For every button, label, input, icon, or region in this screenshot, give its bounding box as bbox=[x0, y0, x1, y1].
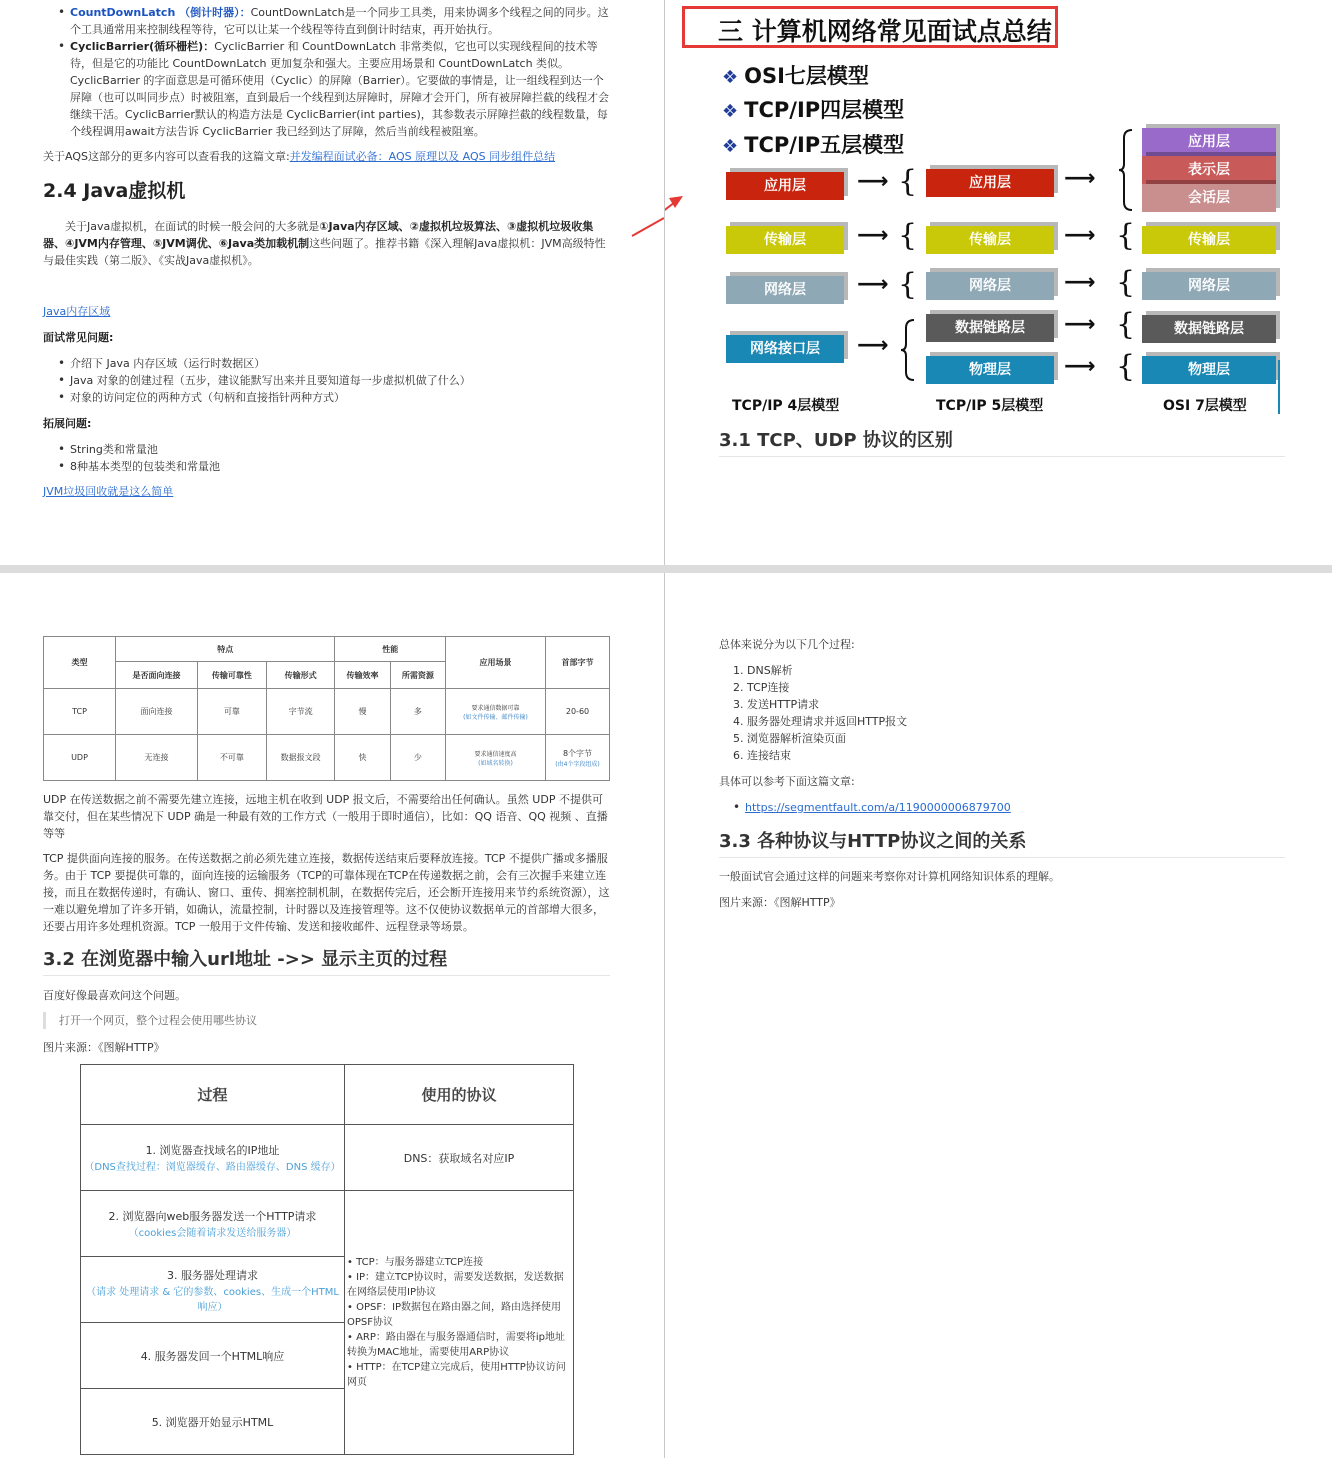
table-cell bbox=[81, 1191, 345, 1257]
table-cell bbox=[446, 735, 546, 781]
table-cell: TCP bbox=[44, 689, 116, 735]
table-row bbox=[44, 735, 610, 781]
diamond-bullet-icon: ❖ bbox=[722, 101, 739, 122]
table-header: 类型 bbox=[44, 637, 116, 689]
table-cell: 不可靠 bbox=[198, 735, 267, 781]
right-arrow-icon: ⟶ bbox=[857, 223, 889, 248]
protocol-item: • IP：建立TCP协议时，需要发送数据，发送数据在网络层使用IP协议 bbox=[347, 1272, 564, 1298]
tcp-udp-heading: 3.1 TCP、UDP 协议的区别 bbox=[719, 426, 1285, 457]
tcp-udp-table bbox=[43, 636, 610, 781]
table-cell: 快 bbox=[335, 735, 390, 781]
protocol-item: • TCP：与服务器建立TCP连接 bbox=[347, 1257, 484, 1268]
right-arrow-icon: ⟶ bbox=[857, 272, 889, 297]
table-header: 过程 bbox=[81, 1065, 345, 1125]
step-sub: （请求 处理请求 & 它的参数、cookies、生成一个HTML 响应） bbox=[86, 1286, 339, 1313]
layer-block-network: 网络层 bbox=[1142, 272, 1276, 300]
app-note: (如域名转换) bbox=[478, 759, 513, 767]
extended-questions-label: 拓展问题: bbox=[43, 417, 92, 430]
slide-item-tcpip5 bbox=[722, 129, 904, 159]
table-cell bbox=[81, 1257, 345, 1323]
step-main: 3. 服务器处理请求 bbox=[167, 1268, 258, 1282]
table-cell: 可靠 bbox=[198, 689, 267, 735]
list-item: 3. 发送HTTP请求 bbox=[733, 698, 820, 711]
right-arrow-icon: ⟶ bbox=[857, 169, 889, 194]
step-sub: （cookies会随着请求发送给服务器） bbox=[128, 1228, 297, 1239]
table-subheader: 是否面向连接 bbox=[116, 662, 198, 689]
table-header: 特点 bbox=[116, 637, 335, 662]
extended-questions-list bbox=[54, 441, 220, 475]
table-header: 应用场景 bbox=[446, 637, 546, 689]
table-header: 首部字节 bbox=[546, 637, 610, 689]
brace-icon bbox=[1118, 128, 1134, 212]
slide-title: 三 计算机网络常见面试点总结 bbox=[682, 6, 1058, 48]
common-questions-list bbox=[54, 355, 471, 406]
table-subheader: 传输可靠性 bbox=[198, 662, 267, 689]
layer-block-session: 会话层 bbox=[1142, 184, 1276, 212]
edge-line bbox=[1278, 360, 1280, 414]
layer-block-physical: 物理层 bbox=[926, 356, 1054, 384]
table-row bbox=[81, 1125, 574, 1191]
baidu-note: 百度好像最喜欢问这个问题。 bbox=[43, 989, 186, 1002]
protocol-item: • HTTP：在TCP建立完成后，使用HTTP协议访问网页 bbox=[347, 1362, 566, 1388]
right-arrow-icon: ⟶ bbox=[1064, 312, 1096, 337]
diamond-bullet-icon: ❖ bbox=[722, 67, 739, 88]
protocol-item: • ARP：路由器在与服务器通信时，需要将ip地址转换为MAC地址，需要使用ARP协议 bbox=[347, 1332, 566, 1358]
layer-block-transport: 传输层 bbox=[726, 226, 844, 254]
process-intro: 总体来说分为以下几个过程: bbox=[719, 638, 855, 651]
list-item: 4. 服务器处理请求并返回HTTP报文 bbox=[733, 715, 908, 728]
term-countdownlatch: CountDownLatch （倒计时器）： bbox=[70, 6, 251, 19]
table-cell: 4. 服务器发回一个HTML响应 bbox=[81, 1323, 345, 1389]
list-item: • 对象的访问定位的两种方式（句柄和直接指针两种方式） bbox=[54, 389, 471, 406]
brace-icon: { bbox=[898, 218, 918, 253]
table-cell: 5. 浏览器开始显示HTML bbox=[81, 1389, 345, 1455]
head-note: (由4个字段组成) bbox=[555, 760, 600, 768]
image-source: 图片来源：《图解HTTP》 bbox=[719, 896, 841, 909]
table-cell: 字节流 bbox=[266, 689, 335, 735]
brace-icon: { bbox=[898, 267, 918, 302]
right-arrow-icon: ⟶ bbox=[1064, 270, 1096, 295]
table-cell: 慢 bbox=[335, 689, 390, 735]
aqs-line bbox=[43, 148, 555, 165]
quote-block: 打开一个网页，整个过程会使用哪些协议 bbox=[43, 1012, 257, 1029]
slide-item-osi bbox=[722, 60, 869, 90]
layer-block-transport: 传输层 bbox=[926, 226, 1054, 254]
list-item bbox=[54, 4, 610, 38]
page-bottom-left bbox=[0, 573, 664, 1458]
reference-label: 具体可以参考下面这篇文章: bbox=[719, 775, 855, 788]
caption-tcpip5: TCP/IP 5层模型 bbox=[936, 398, 1044, 414]
pointer-arrow-head-icon bbox=[665, 190, 721, 240]
item-text: CountDownLatch是一个同步工具类，用来协调多个线程之间的同步。这个工具通常用来控制线程等待，它可以让某一个线程等待直到倒计时结束，再开始执行。 bbox=[70, 6, 609, 36]
jvm-para-bold: ①Java内存区域、②虚拟机垃圾算法、③虚拟机垃圾收集器、④JVM内存管理、⑤JVM调优、⑥Java类加载机制 bbox=[43, 220, 594, 250]
page-top-left bbox=[0, 0, 664, 565]
list-item bbox=[54, 38, 610, 140]
head-text: 8个字节 bbox=[562, 748, 593, 758]
app-text: 要求通信速度高 bbox=[474, 750, 517, 758]
table-cell: 20-60 bbox=[546, 689, 610, 735]
layer-block-application: 应用层 bbox=[1142, 128, 1276, 156]
segmentfault-link[interactable]: https://segmentfault.com/a/1190000006879700 bbox=[745, 801, 1011, 814]
aqs-prefix: 关于AQS这部分的更多内容可以查看我的这篇文章: bbox=[43, 150, 290, 163]
caption-osi7: OSI 7层模型 bbox=[1163, 398, 1247, 414]
app-note: (如文件传输、邮件传输) bbox=[463, 713, 528, 721]
list-item bbox=[729, 799, 1011, 816]
layer-block-presentation: 表示层 bbox=[1142, 156, 1276, 184]
step-main: 2. 浏览器向web服务器发送一个HTTP请求 bbox=[108, 1210, 317, 1223]
udp-paragraph: UDP 在传送数据之前不需要先建立连接，远地主机在收到 UDP 报文后，不需要给出任何确认。虽然 UDP 不提供可靠交付，但在某些情况下 UDP 确是一种最有效的工作方式（一般用于即时通信），比如：QQ 语音、QQ 视频 、直播等等 bbox=[43, 793, 608, 840]
layer-block-transport: 传输层 bbox=[1142, 226, 1276, 254]
java-memory-link[interactable]: Java内存区域 bbox=[43, 305, 111, 318]
protocol-item: • OPSF：IP数据包在路由器之间，路由选择使用OPSF协议 bbox=[347, 1302, 562, 1328]
term-cyclicbarrier: CyclicBarrier(循环栅栏)： bbox=[70, 40, 215, 53]
process-steps-list bbox=[733, 662, 907, 764]
step-sub: （DNS查找过程：浏览器缓存、路由器缓存、DNS 缓存） bbox=[84, 1162, 341, 1173]
pointer-arrow-icon bbox=[630, 190, 664, 240]
layer-block-network: 网络层 bbox=[926, 272, 1054, 300]
list-item: • 8种基本类型的包装类和常量池 bbox=[54, 458, 220, 475]
protocol-relation-heading: 3.3 各种协议与HTTP协议之间的关系 bbox=[719, 827, 1285, 858]
table-cell: 面向连接 bbox=[116, 689, 198, 735]
list-item: • String类和常量池 bbox=[54, 441, 220, 458]
page-bottom-right bbox=[665, 573, 1332, 1458]
table-header: 使用的协议 bbox=[345, 1065, 574, 1125]
step-main: 1. 浏览器查找域名的IP地址 bbox=[145, 1144, 280, 1157]
right-arrow-icon: ⟶ bbox=[1064, 223, 1096, 248]
jvm-paragraph bbox=[43, 218, 609, 269]
table-row bbox=[81, 1191, 574, 1257]
slide-item-label: OSI七层模型 bbox=[744, 64, 869, 88]
layer-block-datalink: 数据链路层 bbox=[1142, 315, 1276, 343]
jvm-para-part2: 这些问题了。推荐书籍《深入理解Java虚拟机：JVM高级特性与最佳实践（第二版》、《实战Java虚拟机》。 bbox=[43, 237, 606, 267]
jvm-heading: 2.4 Java虚拟机 bbox=[43, 180, 186, 202]
table-cell: 少 bbox=[390, 735, 445, 781]
brace-icon: { bbox=[1116, 218, 1136, 253]
table-subheader: 所需资源 bbox=[390, 662, 445, 689]
table-cell: 数据报文段 bbox=[266, 735, 335, 781]
table-cell: 多 bbox=[390, 689, 445, 735]
aqs-article-link[interactable]: 并发编程面试必备：AQS 原理以及 AQS 同步组件总结 bbox=[289, 150, 556, 163]
brace-icon bbox=[900, 318, 916, 382]
jvm-gc-link[interactable]: JVM垃圾回收就是这么简单 bbox=[43, 485, 174, 498]
right-arrow-icon: ⟶ bbox=[857, 333, 889, 358]
table-subheader: 传输效率 bbox=[335, 662, 390, 689]
brace-icon: { bbox=[898, 164, 918, 199]
brace-icon: { bbox=[1116, 307, 1136, 342]
list-item: 1. DNS解析 bbox=[733, 664, 793, 677]
table-cell: DNS：获取域名对应IP bbox=[345, 1125, 574, 1191]
list-item: • Java 对象的创建过程（五步，建议能默写出来并且要知道每一步虚拟机做了什么） bbox=[54, 372, 471, 389]
url-process-heading: 3.2 在浏览器中输入url地址 ->> 显示主页的过程 bbox=[43, 945, 610, 976]
protocols-cell bbox=[345, 1191, 574, 1455]
page-divider-horizontal bbox=[0, 565, 1332, 573]
app-text: 要求通信数据可靠 bbox=[471, 704, 520, 712]
list-item: • 介绍下 Java 内存区域（运行时数据区） bbox=[54, 355, 471, 372]
table-cell: UDP bbox=[44, 735, 116, 781]
table-subheader: 传输形式 bbox=[266, 662, 335, 689]
item-text: CyclicBarrier 和 CountDownLatch 非常类似，它也可以实现线程间的技术等待，但是它的功能比 CountDownLatch 更加复杂和强大。主要应用场景和 CountDownLatch 类似。CyclicBarrier 的字面意思是可循环使用（Cyclic）的屏障（Barrier）。它要做的事情是，让一组线程到达一个屏障（也可以叫同步点）时被阻塞，直到最后一个线程到达屏障时，屏障才会开门，所有被屏障拦截的线程才会继续干活。CyclicBarrier默认的构造方法是 CyclicBarrier(int parties)，其参数表示屏障拦截的线程数量，每个线程调用await方法告诉 CyclicBarrier 我已经到达了屏障，然后当前线程被阻塞。 bbox=[70, 40, 609, 138]
table-cell bbox=[446, 689, 546, 735]
brace-icon: { bbox=[1116, 349, 1136, 384]
slide-item-label: TCP/IP四层模型 bbox=[744, 98, 905, 122]
brace-icon: { bbox=[1116, 265, 1136, 300]
jvm-para-part1: 关于Java虚拟机，在面试的时候一般会问的大多就是 bbox=[65, 220, 320, 233]
list-item: 5. 浏览器解析渲染页面 bbox=[733, 732, 846, 745]
layer-block-datalink: 数据链路层 bbox=[926, 314, 1054, 342]
list-item: 2. TCP连接 bbox=[733, 681, 790, 694]
layer-block-application: 应用层 bbox=[726, 172, 844, 200]
list-item: 6. 连接结束 bbox=[733, 749, 791, 762]
slide-item-tcpip4 bbox=[722, 94, 904, 124]
table-header: 性能 bbox=[335, 637, 446, 662]
tcp-paragraph: TCP 提供面向连接的服务。在传送数据之前必须先建立连接，数据传送结束后要释放连接。TCP 不提供广播或多播服务。由于 TCP 要提供可靠的，面向连接的运输服务（TCP的可靠体现在TCP在传递数据之前，会有三次握手来建立连接，而且在数据传递时，有确认、窗口、重传、拥塞控制机制，在数据传完后，还会断开连接用来节约系统资源），这一难以避免增加了许多开销，如确认，流量控制，计时器以及连接管理等。这不仅使协议数据单元的首部增大很多，还要占用许多处理机资源。TCP 一般用于文件传输、发送和接收邮件、远程登录等场景。 bbox=[43, 852, 610, 933]
table-cell bbox=[546, 735, 610, 781]
diamond-bullet-icon: ❖ bbox=[722, 136, 739, 157]
right-arrow-icon: ⟶ bbox=[1064, 354, 1096, 379]
table-row bbox=[44, 689, 610, 735]
table-cell: 无连接 bbox=[116, 735, 198, 781]
layer-block-interface: 网络接口层 bbox=[726, 335, 844, 363]
layer-block-physical: 物理层 bbox=[1142, 356, 1276, 384]
protocol-relation-paragraph: 一般面试官会通过这样的问题来考察你对计算机网络知识体系的理解。 bbox=[719, 870, 1060, 883]
image-source: 图片来源：《图解HTTP》 bbox=[43, 1041, 165, 1054]
layer-block-network: 网络层 bbox=[726, 276, 844, 304]
table-cell bbox=[81, 1125, 345, 1191]
caption-tcpip4: TCP/IP 4层模型 bbox=[732, 398, 840, 414]
process-protocol-table bbox=[80, 1064, 574, 1455]
layer-block-application: 应用层 bbox=[926, 169, 1054, 197]
right-arrow-icon: ⟶ bbox=[1064, 166, 1096, 191]
common-questions-label: 面试常见问题: bbox=[43, 331, 114, 344]
slide-item-label: TCP/IP五层模型 bbox=[744, 133, 905, 157]
